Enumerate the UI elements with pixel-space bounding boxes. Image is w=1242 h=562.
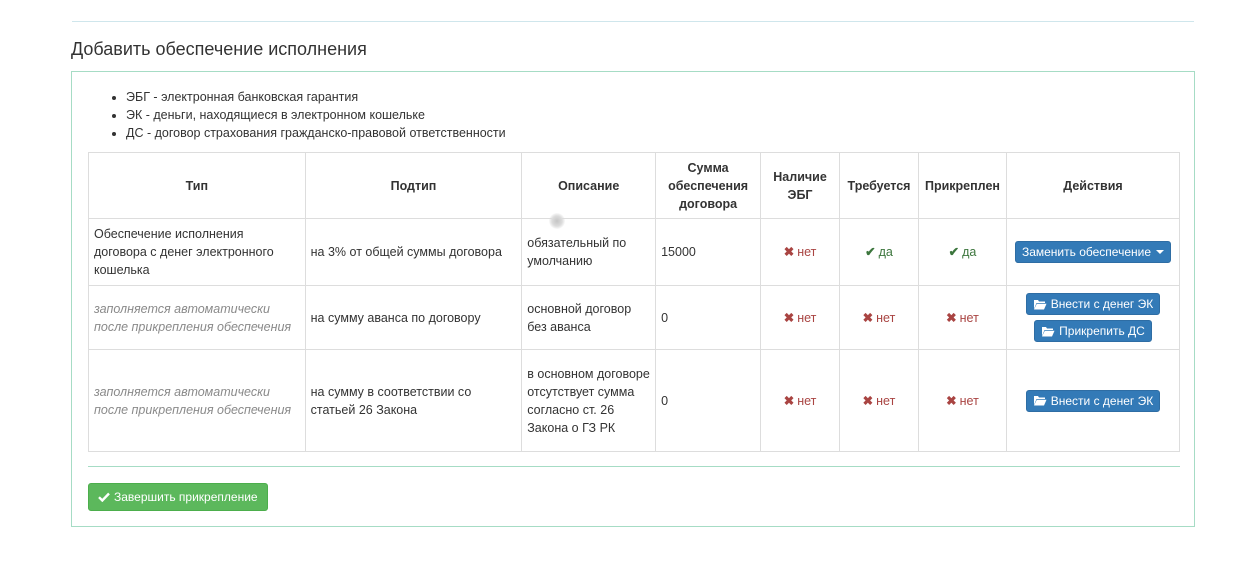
status-text: нет [876,310,896,325]
cell-amount: 15000 [656,219,761,286]
table-row [89,219,1180,286]
legend-item: • ДС - договор страхования гражданско-правовой ответственности [126,124,506,142]
status-text: нет [876,393,896,408]
legend-item: • ЭК - деньги, находящиеся в электронном кошельке [126,106,506,124]
table-header-row [89,153,1180,219]
cell-attached [918,219,1006,286]
cell-actions [1006,219,1179,286]
header-type: Тип [89,153,306,219]
cell-actions [1006,350,1179,452]
cell-amount: 0 [656,350,761,452]
abbreviation-legend [110,88,506,142]
attach-ds-button[interactable] [1034,320,1152,342]
status-text: нет [959,393,979,408]
cell-required [840,219,919,286]
cross-icon: ✖ [946,310,957,325]
cell-ebg [761,286,840,350]
pay-from-ek-button[interactable] [1026,390,1160,412]
cell-description: основной договор без аванса [522,286,656,350]
cross-icon: ✖ [862,393,874,408]
table-row [89,286,1180,350]
cell-attached [918,286,1006,350]
security-table [88,152,1180,452]
cell-subtype: на сумму в соответствии со статьей 26 Закона [305,350,522,452]
status-text: нет [959,310,979,325]
pay-from-ek-button[interactable] [1026,293,1160,315]
page-title: Добавить обеспечение исполнения [71,39,367,59]
legend-item: • ЭБГ - электронная банковская гарантия [126,88,506,106]
cell-type: Обеспечение исполнения договора с денег электронного кошелька [89,219,306,286]
status-text: нет [797,310,817,325]
status-text: нет [797,393,817,408]
button-label: Внести с денег ЭК [1050,297,1154,311]
header-description: Описание [522,153,656,219]
cell-actions [1006,286,1179,350]
check-icon: ✔ [948,245,960,259]
button-label: Завершить прикрепление [114,490,258,504]
replace-security-dropdown-button[interactable] [1015,241,1171,263]
folder-open-icon [1041,326,1055,337]
footer-divider [88,466,1180,467]
cell-subtype: на 3% от общей суммы договора [305,219,522,286]
header-attached: Прикреплен [918,153,1006,219]
cross-icon: ✖ [946,393,957,408]
button-label: Внести с денег ЭК [1050,393,1154,408]
cross-icon: ✖ [862,310,874,325]
folder-open-icon [1033,395,1047,406]
cell-type: заполняется автоматически после прикрепления обеспечения [89,350,306,452]
header-required: Требуется [840,153,919,219]
cell-required [840,286,919,350]
cell-subtype: на сумму аванса по договору [305,286,522,350]
header-subtype: Подтип [305,153,522,219]
finish-attachment-button[interactable] [88,483,268,511]
cross-icon: ✖ [783,393,795,408]
header-amount: Сумма обеспечения договора [656,153,761,219]
cell-type: заполняется автоматически после прикрепления обеспечения [89,286,306,350]
folder-open-icon [1033,299,1047,310]
cell-required [840,350,919,452]
cursor-blur [549,213,565,229]
header-ebg: Наличие ЭБГ [761,153,840,219]
check-icon [98,492,110,502]
top-divider [72,21,1194,22]
cell-attached [918,350,1006,452]
table-row [89,350,1180,452]
cross-icon: ✖ [783,310,795,325]
cell-description: обязательный по умолчанию [522,219,656,286]
security-panel [71,71,1195,527]
header-actions: Действия [1006,153,1179,219]
status-text: нет [797,245,817,259]
cross-icon: ✖ [783,245,795,259]
status-text: да [962,245,977,259]
check-icon: ✔ [865,245,876,259]
cell-ebg [761,219,840,286]
cell-amount: 0 [656,286,761,350]
cell-ebg [761,350,840,452]
caret-down-icon [1156,250,1164,254]
cell-description: в основном договоре отсутствует сумма согласно ст. 26 Закона о ГЗ РК [522,350,656,452]
status-text: да [878,245,893,259]
button-label: Заменить обеспечение [1021,245,1151,259]
button-label: Прикрепить ДС [1059,324,1145,338]
